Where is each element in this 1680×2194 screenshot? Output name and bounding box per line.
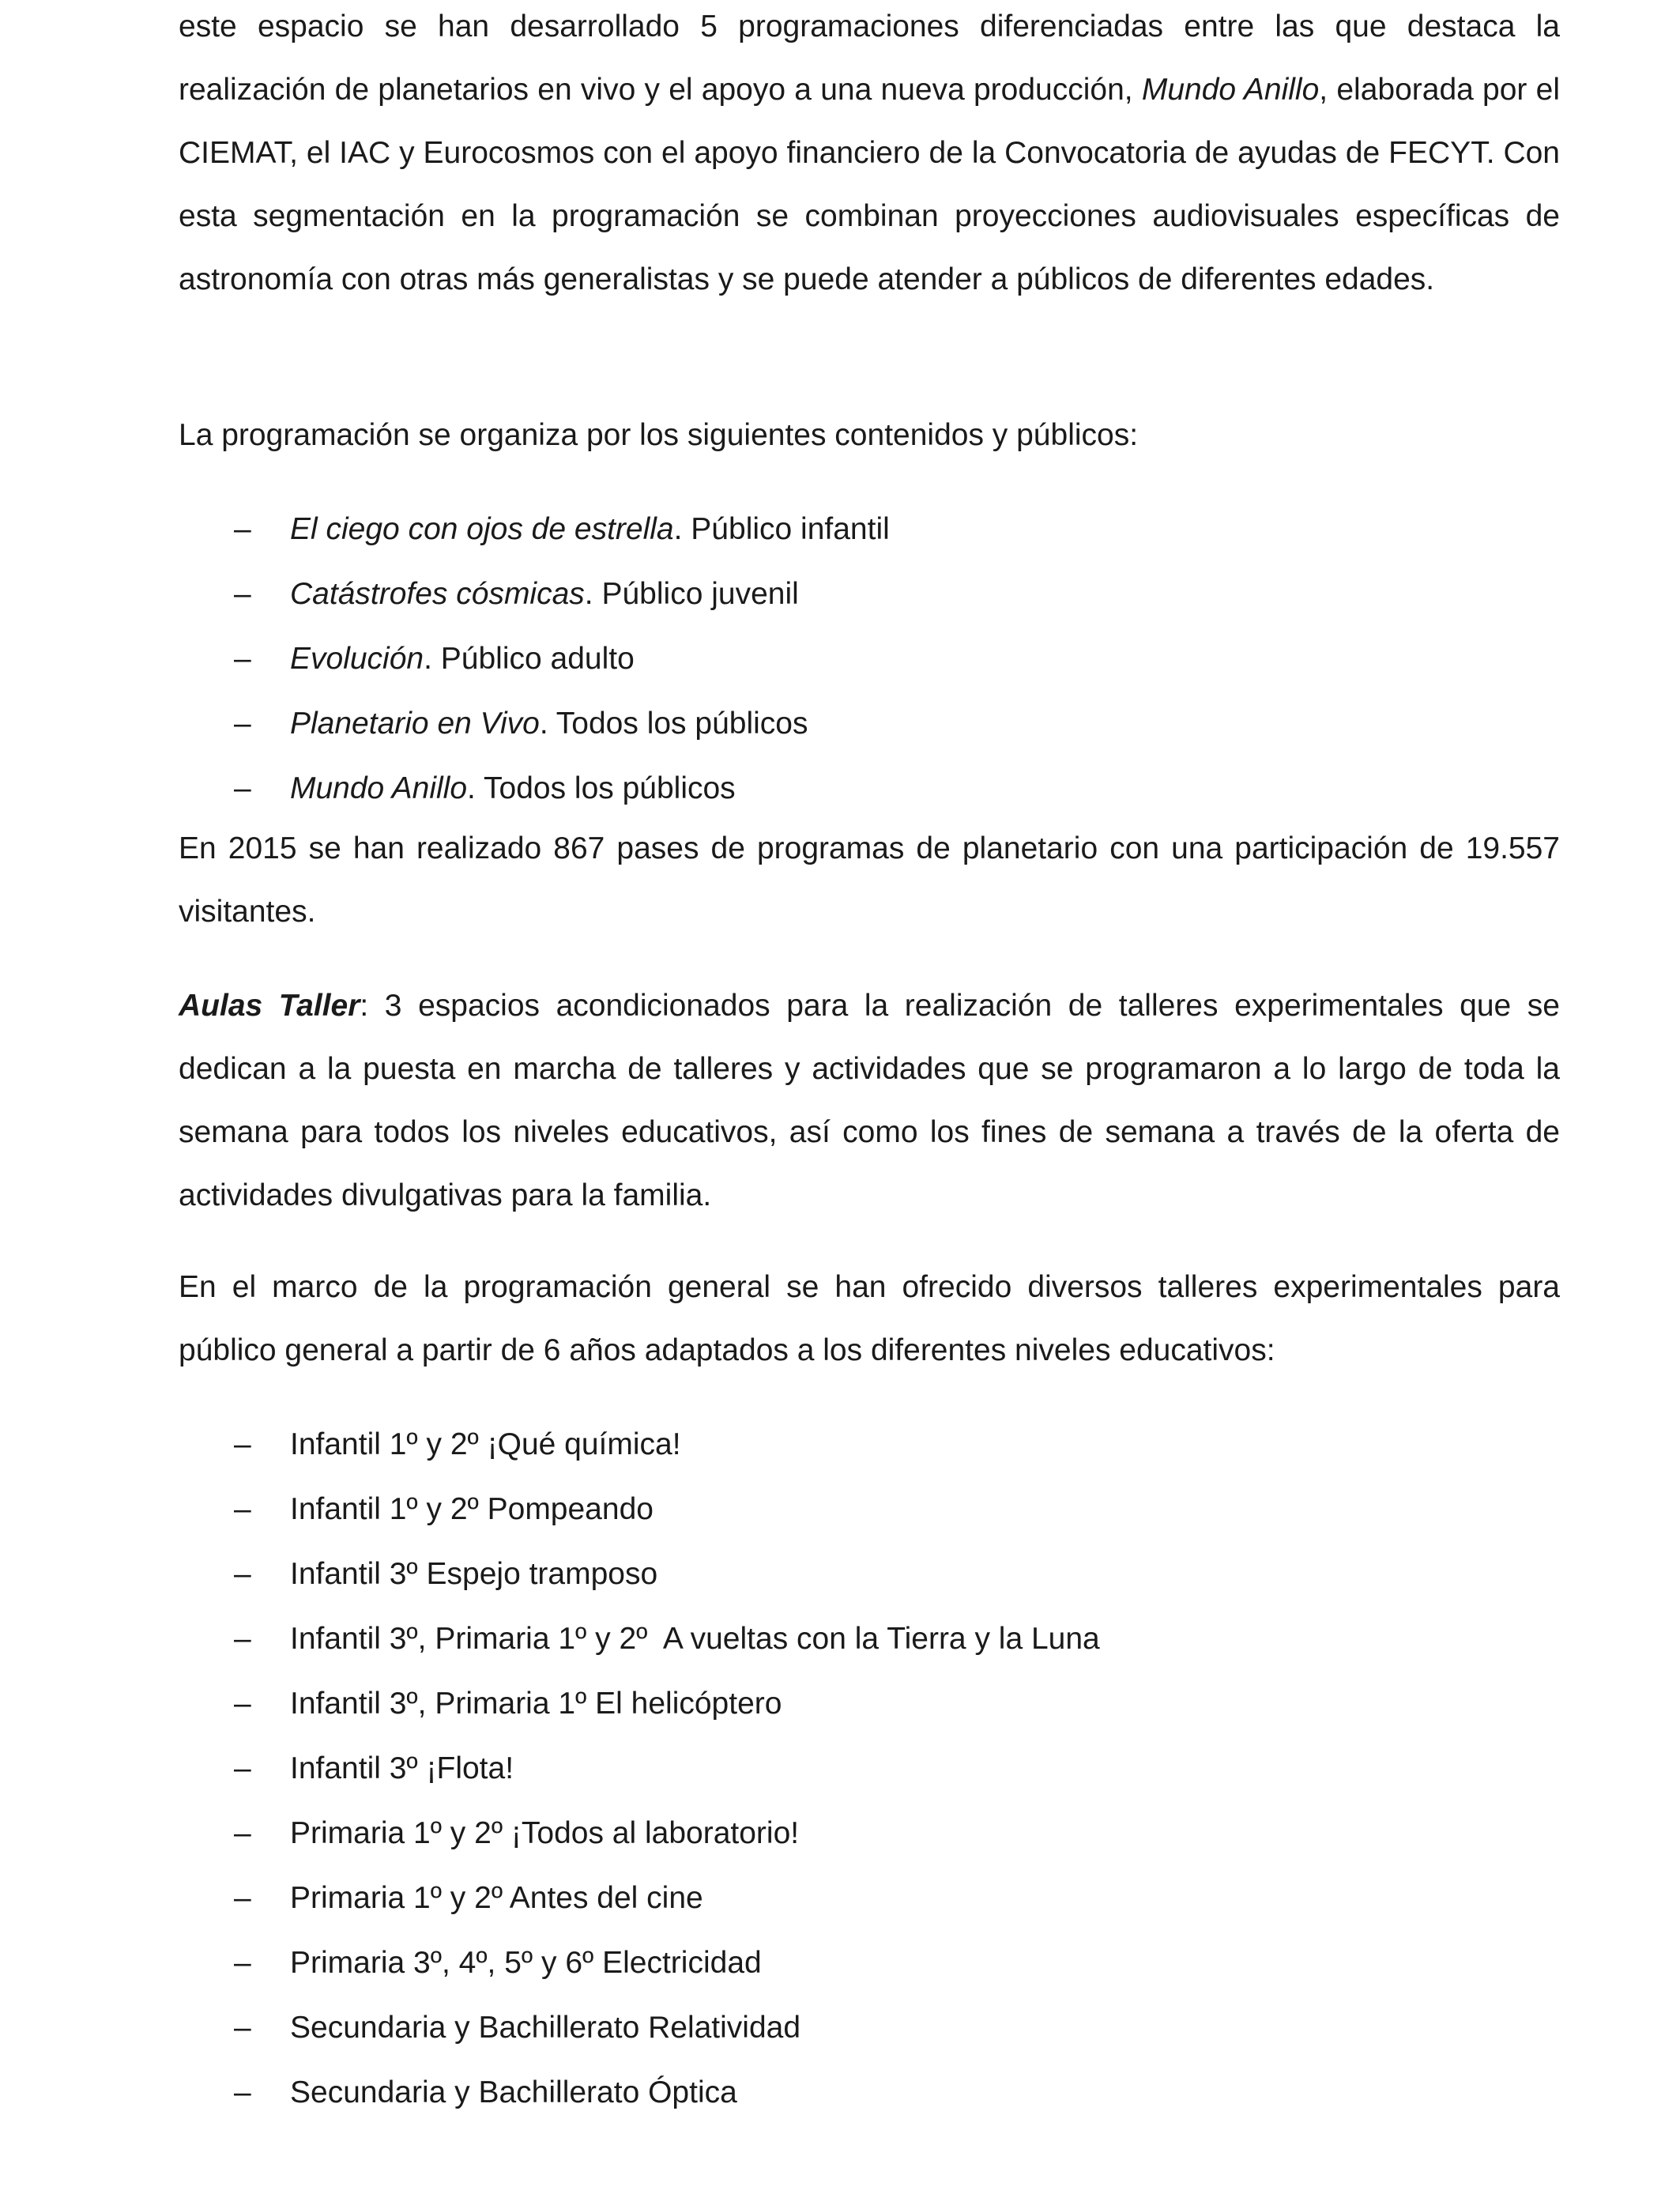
workshop-item-text: Primaria 1º y 2º Antes del cine [290,1881,703,1915]
workshop-item-text: Infantil 1º y 2º Pompeando [290,1492,654,1526]
section-label: Aulas Taller [179,989,360,1023]
program-audience: . Todos los públicos [539,707,808,741]
dash-bullet: – [234,1427,251,1461]
program-title: El ciego con ojos de estrella [290,512,674,546]
workshop-item-text: Primaria 3º, 4º, 5º y 6º Electricidad [290,1946,762,1980]
paragraph-programming-intro: La programación se organiza por los siguientes contenidos y públicos: [179,418,1139,452]
dash-bullet: – [234,707,251,741]
dash-bullet: – [234,642,251,676]
program-title: Catástrofes cósmicas [290,577,585,611]
workshop-item-text: Secundaria y Bachillerato Óptica [290,2075,737,2109]
workshop-item-text: Primaria 1º y 2º ¡Todos al laboratorio! [290,1816,800,1850]
production-title: Mundo Anillo [1141,73,1320,107]
dash-bullet: – [234,577,251,611]
dash-bullet: – [234,512,251,546]
paragraph-workshop-rooms [179,974,1560,1227]
program-title: Mundo Anillo [290,771,468,805]
paragraph-workshops-intro: En el marco de la programación general se han ofrecido diversos talleres experimentales para público general a partir de 6 años adaptados a los diferentes niveles educativos: [179,1270,1560,1367]
dash-bullet: – [234,2075,251,2109]
dash-bullet: – [234,1946,251,1980]
dash-bullet: – [234,2011,251,2045]
paragraph-text: , elaborada por el CIEMAT, el IAC y Eurocosmos con el apoyo financiero de la Convocatoria de ayudas de FECYT. Con esta segmentación en la programación se combinan proyecciones audiovisuales específicas de astronomía con otras más generalistas y se puede atender a públicos de diferentes edades. [179,73,1561,296]
paragraph-passes-stats: En 2015 se han realizado 867 pases de programas de planetario con una participación de 19.557 visitantes. [179,831,1560,929]
workshop-item-text: Infantil 3º ¡Flota! [290,1751,514,1785]
dash-bullet: – [234,1492,251,1526]
dash-bullet: – [234,1687,251,1721]
paragraph-text: este espacio se han desarrollado 5 programaciones diferenciadas entre las que destaca la realización de planetarios en vivo y el apoyo a una nueva producción, [179,9,1560,107]
program-title: Planetario en Vivo [290,707,540,741]
paragraph-planetarium-programming [179,0,1560,311]
dash-bullet: – [234,771,251,805]
dash-bullet: – [234,1557,251,1591]
workshop-item-text: Infantil 3º, Primaria 1º El helicóptero [290,1687,782,1721]
dash-bullet: – [234,1816,251,1850]
program-title: Evolución [290,642,424,676]
program-audience: . Público juvenil [584,577,799,611]
program-audience: . Público infantil [673,512,890,546]
dash-bullet: – [234,1751,251,1785]
paragraph-text: : 3 espacios acondicionados para la realización de talleres experimentales que se dedican a la puesta en marcha de talleres y actividades que se programaron a lo largo de toda la semana para todos los niveles educativos, así como los fines de semana a través de la oferta de actividades divulgativas para la familia. [179,989,1560,1212]
workshop-item-text: Infantil 3º, Primaria 1º y 2º A vueltas con la Tierra y la Luna [290,1622,1100,1656]
workshop-item-text: Infantil 3º Espejo tramposo [290,1557,658,1591]
dash-bullet: – [234,1881,251,1915]
dash-bullet: – [234,1622,251,1656]
program-audience: . Público adulto [424,642,635,676]
program-audience: . Todos los públicos [467,771,736,805]
workshop-item-text: Secundaria y Bachillerato Relatividad [290,2011,801,2045]
workshop-item-text: Infantil 1º y 2º ¡Qué química! [290,1427,681,1461]
